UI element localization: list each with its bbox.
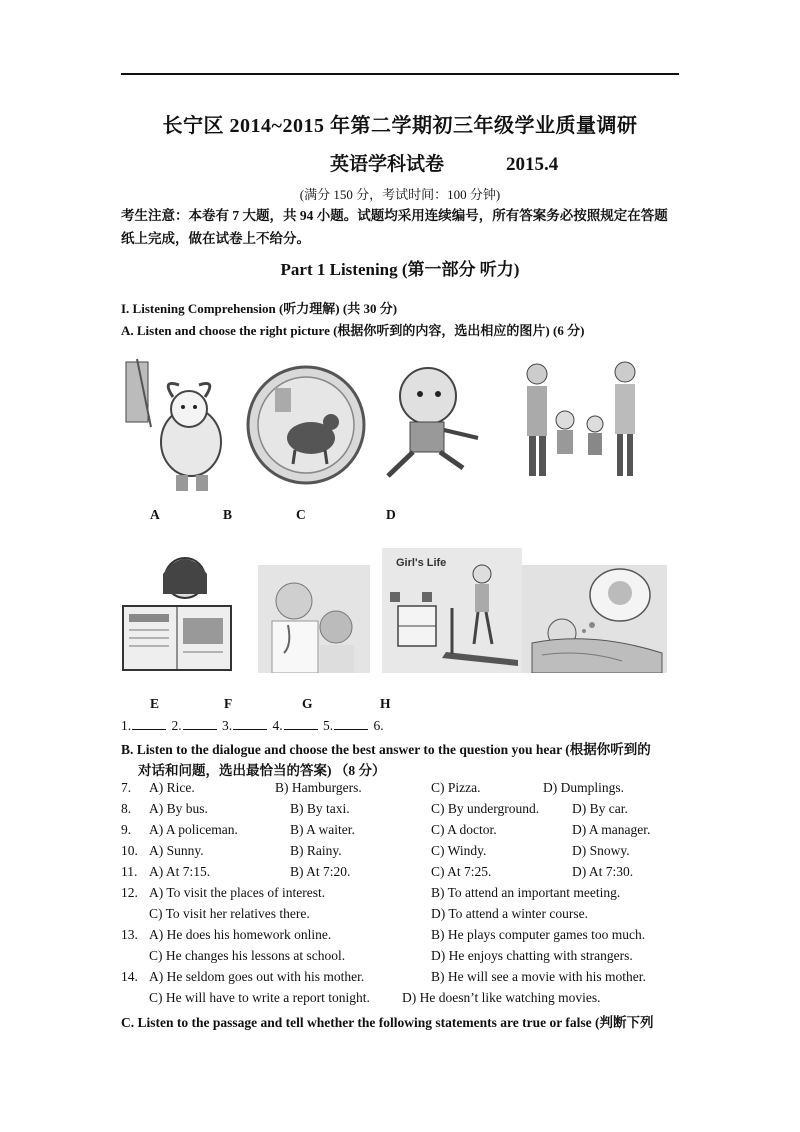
- section-c-heading: C. Listen to the passage and tell whether the following statements are true or false (判断下列: [121, 1015, 654, 1030]
- section-b-heading-cont: 对话和问题，选出最恰当的答案) （8 分）: [138, 763, 386, 778]
- exam-title: 长宁区 2014~2015 年第二学期初三年级学业质量调研: [162, 115, 638, 137]
- answer-blank[interactable]: [132, 717, 166, 730]
- answer-num: 2.: [171, 718, 182, 733]
- question-number: 9.: [121, 822, 132, 837]
- question-number: 12.: [121, 885, 138, 900]
- answer-num: 4.: [272, 718, 283, 733]
- option-a: A) A policeman.: [149, 822, 238, 837]
- option-d: D) Dumplings.: [543, 780, 624, 795]
- answer-num: 3.: [222, 718, 233, 733]
- question-row-cont: [121, 906, 681, 927]
- question-number: 13.: [121, 927, 138, 942]
- doctor-with-child-icon: [258, 565, 370, 673]
- option-a: A) To visit the places of interest.: [149, 885, 326, 900]
- answer-num: 1.: [121, 718, 132, 733]
- running-boy-icon: [368, 358, 496, 483]
- section-a-heading: A. Listen and choose the right picture (根据你听到的内容，选出相应的图片) (6 分): [121, 323, 585, 338]
- section-heading: I. Listening Comprehension (听力理解) (共 30 分): [121, 301, 398, 316]
- picture-label-g: G: [302, 696, 313, 711]
- option-d: D) He doesn’t like watching movies.: [402, 990, 601, 1005]
- question-row-cont: [121, 948, 681, 969]
- option-d: D) At 7:30.: [572, 864, 634, 879]
- option-c: C) By underground.: [431, 801, 540, 816]
- option-d: D) To attend a winter course.: [431, 906, 589, 921]
- question-number: 11.: [121, 864, 138, 879]
- option-a: A) He seldom goes out with his mother.: [149, 969, 365, 984]
- question-number: 14.: [121, 969, 138, 984]
- option-b: B) By taxi.: [290, 801, 350, 816]
- answer-num: 5.: [323, 718, 334, 733]
- picture-label-e: E: [150, 696, 160, 711]
- option-d: D) He enjoys chatting with strangers.: [431, 948, 633, 963]
- option-b: B) To attend an important meeting.: [431, 885, 621, 900]
- picture-label-f: F: [224, 696, 233, 711]
- option-b: B) A waiter.: [290, 822, 355, 837]
- question-row: [121, 822, 681, 843]
- option-a: A) At 7:15.: [149, 864, 211, 879]
- option-b: B) He will see a movie with his mother.: [431, 969, 646, 984]
- family-walking-icon: [515, 358, 645, 483]
- answer-blank[interactable]: [334, 717, 368, 730]
- exam-notice: 考生注意：本卷有 7 大题，共 94 小题。试题均采用连续编号，所有答案务必按照规定在答题纸上完成，做在试卷上不给分。: [121, 208, 668, 246]
- option-c: C) Pizza.: [431, 780, 481, 795]
- answer-blank[interactable]: [233, 717, 267, 730]
- top-rule: [121, 73, 679, 75]
- answer-blank[interactable]: [183, 717, 217, 730]
- option-c: C) A doctor.: [431, 822, 497, 837]
- option-a: A) Rice.: [149, 780, 195, 795]
- girl-on-treadmill-icon: [382, 548, 522, 673]
- question-row: [121, 801, 681, 822]
- exam-subject: 英语学科试卷: [330, 154, 445, 175]
- sleeping-child-icon: [522, 565, 667, 673]
- answer-num: 6.: [373, 718, 384, 733]
- answer-blanks-row: [121, 717, 384, 734]
- question-row: [121, 780, 681, 801]
- answer-blank[interactable]: [284, 717, 318, 730]
- question-number: 10.: [121, 843, 138, 858]
- exam-subject-line: [330, 149, 558, 176]
- option-d: D) Snowy.: [572, 843, 630, 858]
- question-row: [121, 885, 681, 906]
- spring-festival-goat-icon: [121, 357, 239, 497]
- option-a: A) He does his homework online.: [149, 927, 332, 942]
- exam-date: 2015.4: [506, 154, 559, 175]
- question-row: [121, 969, 681, 990]
- option-b: B) Rainy.: [290, 843, 342, 858]
- option-c: C) Windy.: [431, 843, 487, 858]
- woman-reading-newspaper-icon: [121, 548, 236, 673]
- question-row: [121, 927, 681, 948]
- picture-label-d: D: [386, 507, 396, 522]
- question-number: 7.: [121, 780, 132, 795]
- option-d: D) By car.: [572, 801, 628, 816]
- picture-label-c: C: [296, 507, 306, 522]
- magazine-title: Girl's Life: [396, 557, 447, 569]
- question-number: 8.: [121, 801, 132, 816]
- option-a: A) Sunny.: [149, 843, 204, 858]
- picture-label-b: B: [223, 507, 233, 522]
- goat-coin-icon: [245, 360, 368, 490]
- picture-label-a: A: [150, 507, 160, 522]
- option-b: B) At 7:20.: [290, 864, 351, 879]
- option-b: B) Hamburgers.: [275, 780, 362, 795]
- option-c: C) At 7:25.: [431, 864, 492, 879]
- option-c: C) He changes his lessons at school.: [149, 948, 346, 963]
- option-b: B) He plays computer games too much.: [431, 927, 646, 942]
- part-title: Part 1 Listening (第一部分 听力): [280, 260, 520, 279]
- exam-score-time: (满分 150 分，考试时间：100 分钟): [299, 187, 501, 202]
- picture-label-h: H: [380, 696, 391, 711]
- option-a: A) By bus.: [149, 801, 208, 816]
- question-row-cont: [121, 990, 681, 1011]
- option-d: D) A manager.: [572, 822, 651, 837]
- question-row: [121, 843, 681, 864]
- option-c: C) He will have to write a report tonight.: [149, 990, 370, 1005]
- section-b-heading: B. Listen to the dialogue and choose the best answer to the question you hear (根据你听到的: [121, 742, 651, 757]
- option-c: C) To visit her relatives there.: [149, 906, 310, 921]
- question-row: [121, 864, 681, 885]
